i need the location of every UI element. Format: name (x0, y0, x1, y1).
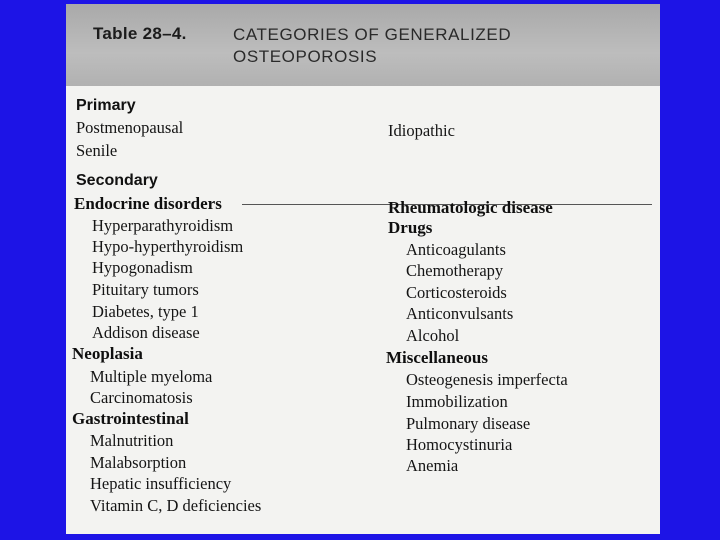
primary-item: Idiopathic (388, 121, 455, 140)
group-title-gastrointestinal: Gastrointestinal (72, 409, 189, 428)
group-title-neoplasia: Neoplasia (72, 344, 143, 363)
list-item: Hypogonadism (92, 258, 193, 277)
primary-item: Postmenopausal (76, 118, 184, 137)
list-item: Homocystinuria (406, 435, 513, 454)
table-title: CATEGORIES OF GENERALIZED OSTEOPOROSIS (233, 25, 512, 66)
list-item: Multiple myeloma (90, 367, 213, 386)
list-item: Hyperparathyroidism (92, 216, 234, 235)
list-item: Hypo-hyperthyroidism (92, 237, 244, 256)
list-item: Malabsorption (90, 453, 187, 472)
scanned-table-page (66, 4, 660, 534)
list-item: Anemia (406, 456, 459, 475)
list-item: Carcinomatosis (90, 388, 193, 407)
list-item: Immobilization (406, 392, 508, 411)
list-item: Pulmonary disease (406, 414, 531, 433)
list-item: Diabetes, type 1 (92, 302, 199, 321)
list-item: Pituitary tumors (92, 280, 199, 299)
group-title-miscellaneous: Miscellaneous (386, 348, 488, 367)
section-heading-secondary: Secondary (76, 172, 158, 189)
list-item: Addison disease (92, 323, 200, 342)
list-item: Anticonvulsants (406, 304, 514, 323)
table-header-bar (66, 4, 660, 86)
group-title-endocrine: Endocrine disorders (74, 194, 222, 213)
list-item: Vitamin C, D deficiencies (90, 496, 262, 515)
group-title-rheumatologic: Rheumatologic disease (388, 198, 553, 217)
list-item: Chemotherapy (406, 261, 504, 280)
list-item: Anticoagulants (406, 240, 506, 259)
list-item: Corticosteroids (406, 283, 507, 302)
section-heading-primary: Primary (76, 97, 136, 114)
list-item: Osteogenesis imperfecta (406, 370, 568, 389)
list-item: Hepatic insufficiency (90, 474, 232, 493)
group-title-drugs: Drugs (388, 218, 433, 237)
list-item: Alcohol (406, 326, 460, 345)
table-number: Table 28–4. (93, 24, 187, 43)
list-item: Malnutrition (90, 431, 174, 450)
primary-item: Senile (76, 141, 118, 160)
